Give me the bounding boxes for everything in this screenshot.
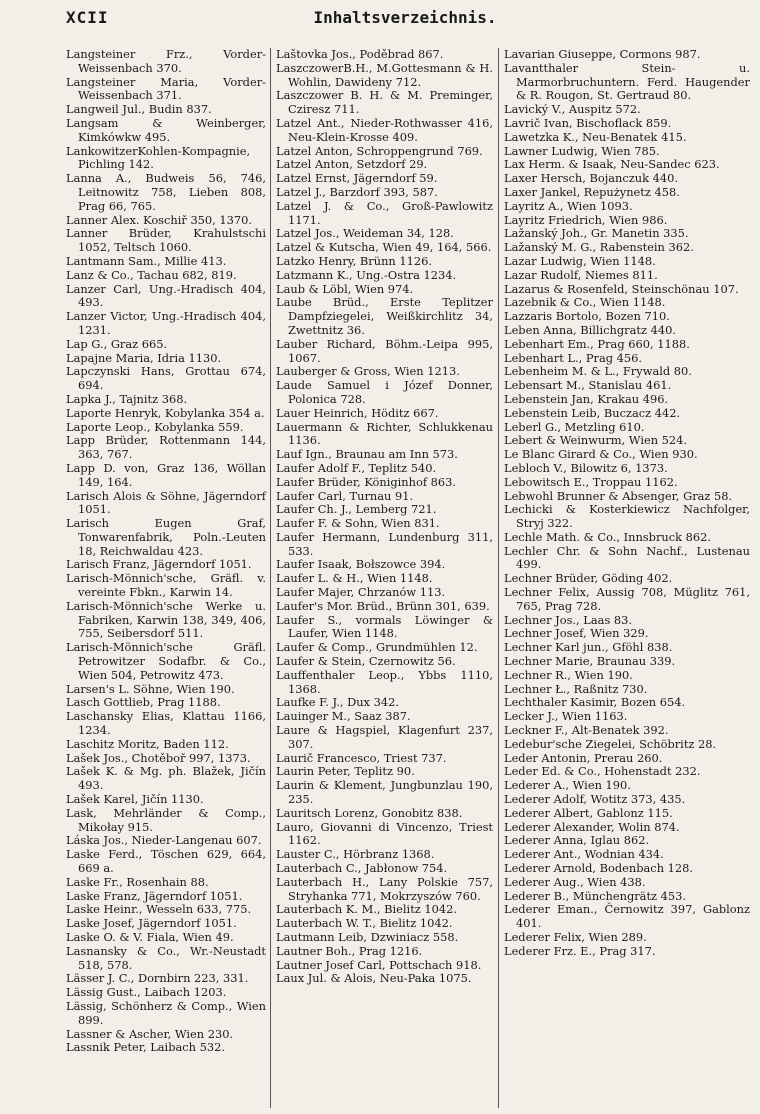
index-entry: Lažanský M. G., Rabenstein 362.: [504, 240, 694, 255]
index-entry: Lechner Marie, Braunau 339.: [504, 654, 676, 669]
index-entry: Leben Anna, Billichgratz 440.: [504, 322, 676, 337]
index-entry: Lässer J. C., Dornbirn 223, 331.: [66, 971, 249, 986]
index-entry: Lavrič Ivan, Bischoflack 859.: [504, 115, 672, 130]
index-entry: Lautner Josef Carl, Pottschach 918.: [276, 957, 482, 972]
index-columns: [66, 48, 750, 1108]
index-entry: Latzel J., Barzdorf 393, 587.: [276, 184, 438, 199]
index-entry: Lechle Math. & Co., Innsbruck 862.: [504, 529, 711, 544]
index-entry: Lapp Brüder, Rottenmann 144, 363, 767.: [66, 433, 266, 462]
index-entry: Lautmann Leib, Dzwiniacz 558.: [276, 930, 459, 944]
index-entry: Lask, Mehrländer & Comp., Mikołay 915.: [66, 805, 266, 834]
index-entry: Lechner Karl jun., Gföhl 838.: [504, 640, 673, 655]
index-entry: Lazzaris Bortolo, Bozen 710.: [504, 309, 670, 324]
index-entry: LaszczowerB.H., M.Gottesmann & H. Wohlin, Dawideny 712.: [276, 60, 493, 89]
index-entry: Lauinger M., Saaz 387.: [276, 709, 411, 724]
index-entry: Lavantthaler Stein- u. Marmorbruchuntern. Ferd. Haugender & R. Rougon, St. Gertraud 80.: [504, 60, 750, 103]
index-entry: Lasnansky & Co., Wr.-Neustadt 518, 578.: [66, 943, 266, 972]
index-entry: Laure & Hagspiel, Klagenfurt 237, 307.: [276, 723, 493, 751]
index-column-1: [66, 48, 270, 1108]
index-entry: Leder Antonin, Prerau 260.: [504, 750, 663, 765]
page-number: XCII: [66, 8, 109, 27]
index-entry: Lechner Felix, Aussig 708, Müglitz 761, 765, Prag 728.: [504, 585, 750, 613]
index-entry: Lavický V., Auspitz 572.: [504, 102, 641, 117]
index-entry: Langsteiner Maria, Vorder-Weissenbach 371.: [66, 74, 266, 103]
index-entry: Lauritsch Lorenz, Gonobitz 838.: [276, 805, 463, 820]
index-entry: Layritz A., Wien 1093.: [504, 198, 633, 213]
index-entry: Laske Fr., Rosenhain 88.: [66, 874, 209, 889]
index-entry: Laux Jul. & Alois, Neu-Paka 1075.: [276, 971, 472, 986]
index-entry: Lechicki & Kosterkiewicz Nachfolger, Stryj 322.: [504, 502, 750, 531]
index-entry: Laufke F. J., Dux 342.: [276, 695, 399, 710]
index-entry: Lanner Alex. Koschiř 350, 1370.: [66, 212, 253, 227]
index-entry: Lauterbach C., Jabłonow 754.: [276, 861, 448, 876]
index-entry: Lassnik Peter, Laibach 532.: [66, 1040, 225, 1055]
index-entry: Latzel J. & Co., Groß-Pawlowitz 1171.: [276, 198, 493, 227]
index-entry: Lauster C., Hörbranz 1368.: [276, 847, 435, 862]
index-entry: Lazebnik & Co., Wien 1148.: [504, 295, 666, 310]
index-entry: Lederer B., Münchengrätz 453.: [504, 888, 687, 903]
index-entry: Lašek Jos., Chotěboř 997, 1373.: [66, 750, 251, 765]
index-entry: Latzko Henry, Brünn 1126.: [276, 253, 432, 268]
index-entry: Laxer Jankel, Repużynetz 458.: [504, 184, 680, 199]
index-entry: Laurin Peter, Teplitz 90.: [276, 764, 415, 779]
index-entry: Lechler Chr. & Sohn Nachf., Lustenau 499.: [504, 543, 750, 572]
index-entry: Laporte Henryk, Kobylanka 354 a.: [66, 405, 265, 420]
index-entry: Lasch Gottlieb, Prag 1188.: [66, 695, 221, 710]
index-entry: Lapka J., Tajnitz 368.: [66, 391, 188, 406]
index-entry: Laske Josef, Jägerndorf 1051.: [66, 916, 237, 931]
index-entry: Laube Brüd., Erste Teplitzer Dampfziegelei, Weißkirchlitz 34, Zwettnitz 36.: [276, 295, 493, 337]
page-header: [66, 8, 744, 32]
index-entry: Latzmann K., Ung.-Ostra 1234.: [276, 267, 457, 282]
index-entry: Lebenhart Em., Prag 660, 1188.: [504, 336, 690, 351]
index-entry: Lechner Ł., Raßnitz 730.: [504, 681, 648, 696]
index-entry: Laufer & Comp., Grundmühlen 12.: [276, 640, 478, 655]
index-entry: Lapczynski Hans, Grottau 674, 694.: [66, 364, 266, 393]
index-entry: Lassner & Ascher, Wien 230.: [66, 1026, 234, 1041]
index-entry: Laufer's Mor. Brüd., Brünn 301, 639.: [276, 598, 490, 613]
index-entry: Latzel Ernst, Jägerndorf 59.: [276, 171, 438, 186]
index-entry: Lechner R., Wien 190.: [504, 667, 633, 682]
index-entry: Lažanský Joh., Gr. Manetin 335.: [504, 226, 689, 241]
index-entry: Lauer Heinrich, Höditz 667.: [276, 405, 439, 420]
index-entry: Laske Ferd., Töschen 629, 664, 669 a.: [66, 847, 266, 876]
index-entry: Laske Franz, Jägerndorf 1051.: [66, 888, 243, 903]
index-entry: Laporte Leop., Kobylanka 559.: [66, 419, 244, 434]
index-column-3: [498, 48, 750, 1108]
index-entry: Laurin & Klement, Jungbunzlau 190, 235.: [276, 778, 493, 807]
index-entry: Lawetzka K., Neu-Benatek 415.: [504, 129, 687, 144]
index-entry: Laufer Ch. J., Lemberg 721.: [276, 502, 437, 517]
index-entry: Leder Ed. & Co., Hohenstadt 232.: [504, 764, 701, 779]
index-entry: Laufer Hermann, Lundenburg 311, 533.: [276, 529, 493, 558]
index-entry: Lauf Ign., Braunau am Inn 573.: [276, 447, 458, 462]
index-entry: Lauber Richard, Böhm.-Leipa 995, 1067.: [276, 336, 493, 365]
index-entry: Lauffenthaler Leop., Ybbs 1110, 1368.: [276, 667, 493, 696]
index-entry: Larisch Franz, Jägerndorf 1051.: [66, 557, 252, 572]
index-entry: Lebenstein Jan, Krakau 496.: [504, 391, 669, 406]
index-entry: Ledebur'sche Ziegelei, Schöbritz 28.: [504, 736, 717, 751]
index-entry: Lapajne Maria, Idria 1130.: [66, 350, 222, 365]
index-entry: Latzel Jos., Weideman 34, 128.: [276, 226, 454, 241]
index-entry: Lantmann Sam., Millie 413.: [66, 253, 227, 268]
index-entry: Lax Herm. & Isaak, Neu-Sandec 623.: [504, 157, 720, 172]
index-entry: Lauterbach K. M., Bielitz 1042.: [276, 902, 457, 917]
index-entry: Laufer & Stein, Czernowitz 56.: [276, 654, 456, 669]
index-entry: Lederer Frz. E., Prag 317.: [504, 943, 656, 958]
index-entry: Lebenstein Leib, Buczacz 442.: [504, 405, 681, 420]
index-entry: Larisch-Mönnich'sche, Gräfl. v. vereinte Fbkn., Karwin 14.: [66, 571, 266, 600]
index-entry: Lawner Ludwig, Wien 785.: [504, 143, 660, 158]
index-entry: Lederer Ant., Wodnian 434.: [504, 847, 664, 862]
index-entry: Lapp D. von, Graz 136, Wöllan 149, 164.: [66, 460, 266, 489]
index-entry: Lauberger & Gross, Wien 1213.: [276, 364, 460, 379]
index-entry: Langweil Jul., Budin 837.: [66, 102, 212, 117]
index-entry: Lavarian Giuseppe, Cormons 987.: [504, 48, 701, 61]
index-entry: Larisch-Mönnich'sche Gräfl. Petrowitzer Sodafbr. & Co., Wien 504, Petrowitz 473.: [66, 640, 266, 682]
index-entry: Laub & Löbl, Wien 974.: [276, 281, 414, 296]
index-entry: Larsen's L. Söhne, Wien 190.: [66, 681, 235, 696]
index-entry: Larisch-Mönnich'sche Werke u. Fabriken, Karwin 138, 349, 406, 755, Seibersdorf 511.: [66, 598, 266, 641]
index-entry: Laufer L. & H., Wien 1148.: [276, 571, 433, 586]
index-entry: Lederer Eman., Černowitz 397, Gablonz 401.: [504, 902, 750, 931]
index-entry: Lederer Arnold, Bodenbach 128.: [504, 861, 694, 876]
index-entry: Lecker J., Wien 1163.: [504, 709, 628, 724]
index-entry: Larisch Alois & Söhne, Jägerndorf 1051.: [66, 488, 266, 517]
index-entry: Lässig, Schönherz & Comp., Wien 899.: [66, 998, 266, 1027]
index-entry: Larisch Eugen Graf, Tonwarenfabrik, Poln.-Leuten 18, Reichwaldau 423.: [66, 516, 266, 558]
index-entry: Leberl G., Metzling 610.: [504, 419, 645, 434]
index-entry: Lazar Rudolf, Niemes 811.: [504, 267, 658, 282]
index-entry: Láska Jos., Nieder-Langenau 607.: [66, 833, 262, 848]
index-entry: Langsteiner Frz., Vorder-Weissenbach 370.: [66, 48, 266, 75]
index-entry: Latzel Anton, Setzdorf 29.: [276, 157, 428, 172]
index-entry: Lanz & Co., Tachau 682, 819.: [66, 267, 237, 282]
index-entry: Laszczower B. H. & M. Preminger, Cziresz 711.: [276, 88, 493, 117]
index-entry: Laurič Francesco, Triest 737.: [276, 750, 447, 765]
index-entry: Lazarus & Rosenfeld, Steinschönau 107.: [504, 281, 739, 296]
index-entry: Lauterbach H., Lany Polskie 757, Stryhanka 771, Mokrzyszów 760.: [276, 874, 493, 903]
index-entry: Lebensart M., Stanislau 461.: [504, 378, 672, 393]
index-entry: Laufer Adolf F., Teplitz 540.: [276, 460, 437, 475]
index-entry: Lautner Boh., Prag 1216.: [276, 943, 423, 958]
index-entry: Lebenheim M. & L., Frywald 80.: [504, 364, 692, 379]
index-entry: Lanzer Carl, Ung.-Hradisch 404, 493.: [66, 281, 266, 310]
index-entry: Laude Samuel i Józef Donner, Polonica 728.: [276, 378, 493, 406]
index-entry: Laufer Isaak, Bołszowce 394.: [276, 557, 446, 572]
index-entry: Lebowitsch E., Troppau 1162.: [504, 474, 678, 489]
index-entry: Laxer Hersch, Bojanczuk 440.: [504, 171, 678, 186]
index-entry: Latzel & Kutscha, Wien 49, 164, 566.: [276, 240, 492, 255]
index-entry: Laschitz Moritz, Baden 112.: [66, 736, 229, 751]
index-entry: Latzel Anton, Schroppengrund 769.: [276, 143, 483, 158]
index-entry: Lederer Felix, Wien 289.: [504, 930, 647, 944]
index-entry: Lederer A., Wien 190.: [504, 778, 631, 793]
index-entry: Lässig Gust., Laibach 1203.: [66, 985, 227, 1000]
index-entry: Lebwohl Brunner & Absenger, Graz 58.: [504, 488, 733, 503]
index-entry: Lanzer Victor, Ung.-Hradisch 404, 1231.: [66, 309, 266, 337]
index-entry: Laufer Brüder, Königinhof 863.: [276, 474, 457, 489]
index-entry: Lechthaler Kasimir, Bozen 654.: [504, 695, 686, 710]
index-entry: Lechner Brüder, Göding 402.: [504, 571, 673, 586]
index-entry: Lauermann & Richter, Schlukkenau 1136.: [276, 419, 493, 448]
page-title: Inhaltsverzeichnis.: [313, 8, 497, 27]
index-entry: Lanner Brüder, Krahulstschi 1052, Teltsch 1060.: [66, 226, 266, 255]
index-entry: Laschansky Elias, Klattau 1166, 1234.: [66, 709, 266, 738]
index-entry: Laufer S., vormals Löwinger & Laufer, Wien 1148.: [276, 612, 493, 641]
index-entry: Laufer F. & Sohn, Wien 831.: [276, 516, 440, 531]
index-entry: Lanna A., Budweis 56, 746, Leitnowitz 758, Lieben 808, Prag 66, 765.: [66, 171, 266, 213]
index-entry: Lašek Karel, Jičín 1130.: [66, 792, 204, 807]
index-entry: Langsam & Weinberger, Kimkówkw 495.: [66, 115, 266, 144]
index-entry: Lap G., Graz 665.: [66, 336, 168, 351]
index-entry: Laufer Carl, Turnau 91.: [276, 488, 414, 503]
index-entry: Layritz Friedrich, Wien 986.: [504, 212, 668, 227]
index-entry: Le Blanc Girard & Co., Wien 930.: [504, 447, 698, 462]
index-entry: Latzel Ant., Nieder-Rothwasser 416, Neu-Klein-Krosse 409.: [276, 115, 493, 144]
index-entry: Lederer Aug., Wien 438.: [504, 874, 646, 889]
index-entry: Lederer Albert, Gablonz 115.: [504, 805, 673, 820]
index-entry: Lechner Jos., Laas 83.: [504, 612, 633, 627]
index-entry: Lechner Josef, Wien 329.: [504, 626, 649, 641]
index-entry: LankowitzerKohlen-Kompagnie, Pichling 142.: [66, 143, 251, 172]
index-entry: Laštovka Jos., Poděbrad 867.: [276, 48, 444, 61]
index-entry: Laufer Majer, Chrzanów 113.: [276, 585, 446, 600]
index-entry: Laske Heinr., Wesseln 633, 775.: [66, 902, 252, 917]
index-entry: Lašek K. & Mg. ph. Blažek, Jičín 493.: [66, 764, 266, 793]
index-entry: Lebenhart L., Prag 456.: [504, 350, 643, 365]
index-entry: Laske O. & V. Fiala, Wien 49.: [66, 930, 234, 944]
index-entry: Lederer Anna, Iglau 862.: [504, 833, 650, 848]
index-entry: Lederer Adolf, Wotitz 373, 435.: [504, 792, 686, 807]
index-entry: Lazar Ludwig, Wien 1148.: [504, 253, 656, 268]
index-entry: Lauterbach W. T., Bielitz 1042.: [276, 916, 453, 931]
index-entry: Lebloch V., Bilowitz 6, 1373.: [504, 460, 668, 475]
index-column-2: [270, 48, 498, 1108]
index-entry: Lederer Alexander, Wolin 874.: [504, 819, 680, 834]
index-entry: Leckner F., Alt-Benatek 392.: [504, 723, 669, 738]
index-entry: Lauro, Giovanni di Vincenzo, Triest 1162.: [276, 819, 493, 848]
index-entry: Lebert & Weinwurm, Wien 524.: [504, 433, 688, 448]
